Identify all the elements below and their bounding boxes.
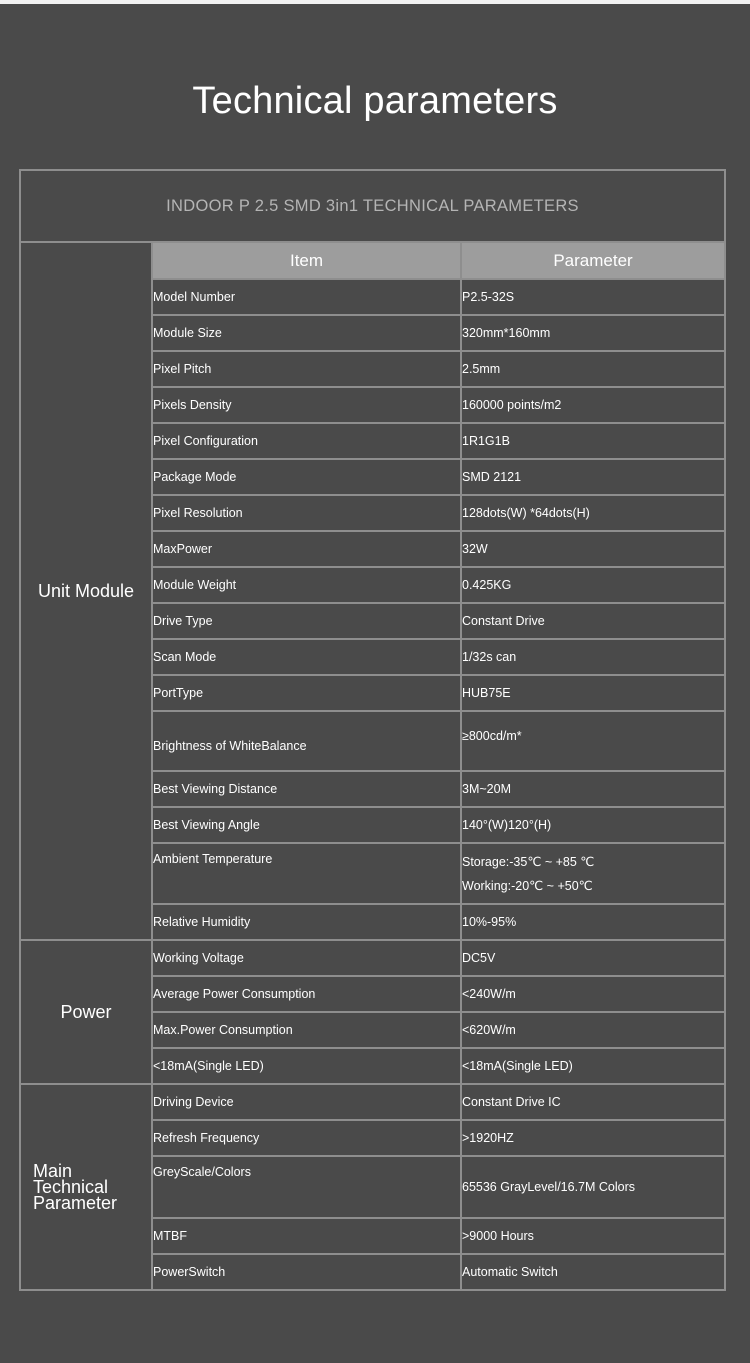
value-line: Working:-20℃ ~ +50℃: [462, 878, 593, 893]
item-cell: Relative Humidity: [152, 904, 461, 940]
item-cell: Refresh Frequency: [152, 1120, 461, 1156]
item-cell: Average Power Consumption: [152, 976, 461, 1012]
spec-table: [19, 169, 726, 1291]
value-cell: 1R1G1B: [461, 423, 725, 459]
item-cell: MaxPower: [152, 531, 461, 567]
value-cell: 10%-95%: [461, 904, 725, 940]
value-cell: 2.5mm: [461, 351, 725, 387]
item-cell: Module Size: [152, 315, 461, 351]
value-cell: 3M~20M: [461, 771, 725, 807]
table-row: [20, 940, 725, 976]
value-cell: 128dots(W) *64dots(H): [461, 495, 725, 531]
header-row: [20, 242, 725, 279]
value-line: Storage:-35℃ ~ +85 ℃: [462, 854, 595, 869]
item-cell: Max.Power Consumption: [152, 1012, 461, 1048]
header-parameter: Parameter: [461, 242, 725, 279]
page-title: Technical parameters: [192, 80, 558, 122]
item-cell: PortType: [152, 675, 461, 711]
table-row: [20, 1084, 725, 1120]
item-cell: Package Mode: [152, 459, 461, 495]
value-cell: 320mm*160mm: [461, 315, 725, 351]
item-cell: Pixel Pitch: [152, 351, 461, 387]
item-cell: MTBF: [152, 1218, 461, 1254]
table-caption: INDOOR P 2.5 SMD 3in1 TECHNICAL PARAMETERS: [20, 170, 725, 242]
group-unit-module: Unit Module: [20, 242, 152, 940]
value-cell: <240W/m: [461, 976, 725, 1012]
value-cell: HUB75E: [461, 675, 725, 711]
item-cell: GreyScale/Colors: [152, 1156, 461, 1218]
top-divider: [0, 0, 750, 4]
item-cell: PowerSwitch: [152, 1254, 461, 1290]
item-cell: Pixel Configuration: [152, 423, 461, 459]
value-cell: 32W: [461, 531, 725, 567]
value-cell: 1/32s can: [461, 639, 725, 675]
item-cell: Best Viewing Angle: [152, 807, 461, 843]
item-cell: Ambient Temperature: [152, 843, 461, 904]
item-cell: Drive Type: [152, 603, 461, 639]
value-cell: P2.5-32S: [461, 279, 725, 315]
caption-row: [20, 170, 725, 242]
item-cell: Best Viewing Distance: [152, 771, 461, 807]
item-cell: Pixel Resolution: [152, 495, 461, 531]
value-cell: >1920HZ: [461, 1120, 725, 1156]
value-cell: 160000 points/m2: [461, 387, 725, 423]
group-power: Power: [20, 940, 152, 1084]
value-cell: <620W/m: [461, 1012, 725, 1048]
item-cell: Module Weight: [152, 567, 461, 603]
value-cell: [461, 843, 725, 904]
value-cell: ≥800cd/m*: [461, 711, 725, 771]
value-cell: >9000 Hours: [461, 1218, 725, 1254]
group-main-technical: Main Technical Parameter: [20, 1084, 152, 1290]
value-cell: 65536 GrayLevel/16.7M Colors: [461, 1156, 725, 1218]
item-cell: <18mA(Single LED): [152, 1048, 461, 1084]
value-cell: Automatic Switch: [461, 1254, 725, 1290]
value-cell: 140°(W)120°(H): [461, 807, 725, 843]
value-cell: Constant Drive: [461, 603, 725, 639]
item-cell: Pixels Density: [152, 387, 461, 423]
value-cell: Constant Drive IC: [461, 1084, 725, 1120]
item-cell: Driving Device: [152, 1084, 461, 1120]
item-cell: Brightness of WhiteBalance: [152, 711, 461, 771]
item-cell: Working Voltage: [152, 940, 461, 976]
value-cell: DC5V: [461, 940, 725, 976]
value-cell: 0.425KG: [461, 567, 725, 603]
item-cell: Model Number: [152, 279, 461, 315]
value-cell: <18mA(Single LED): [461, 1048, 725, 1084]
header-item: Item: [152, 242, 461, 279]
value-cell: SMD 2121: [461, 459, 725, 495]
item-cell: Scan Mode: [152, 639, 461, 675]
